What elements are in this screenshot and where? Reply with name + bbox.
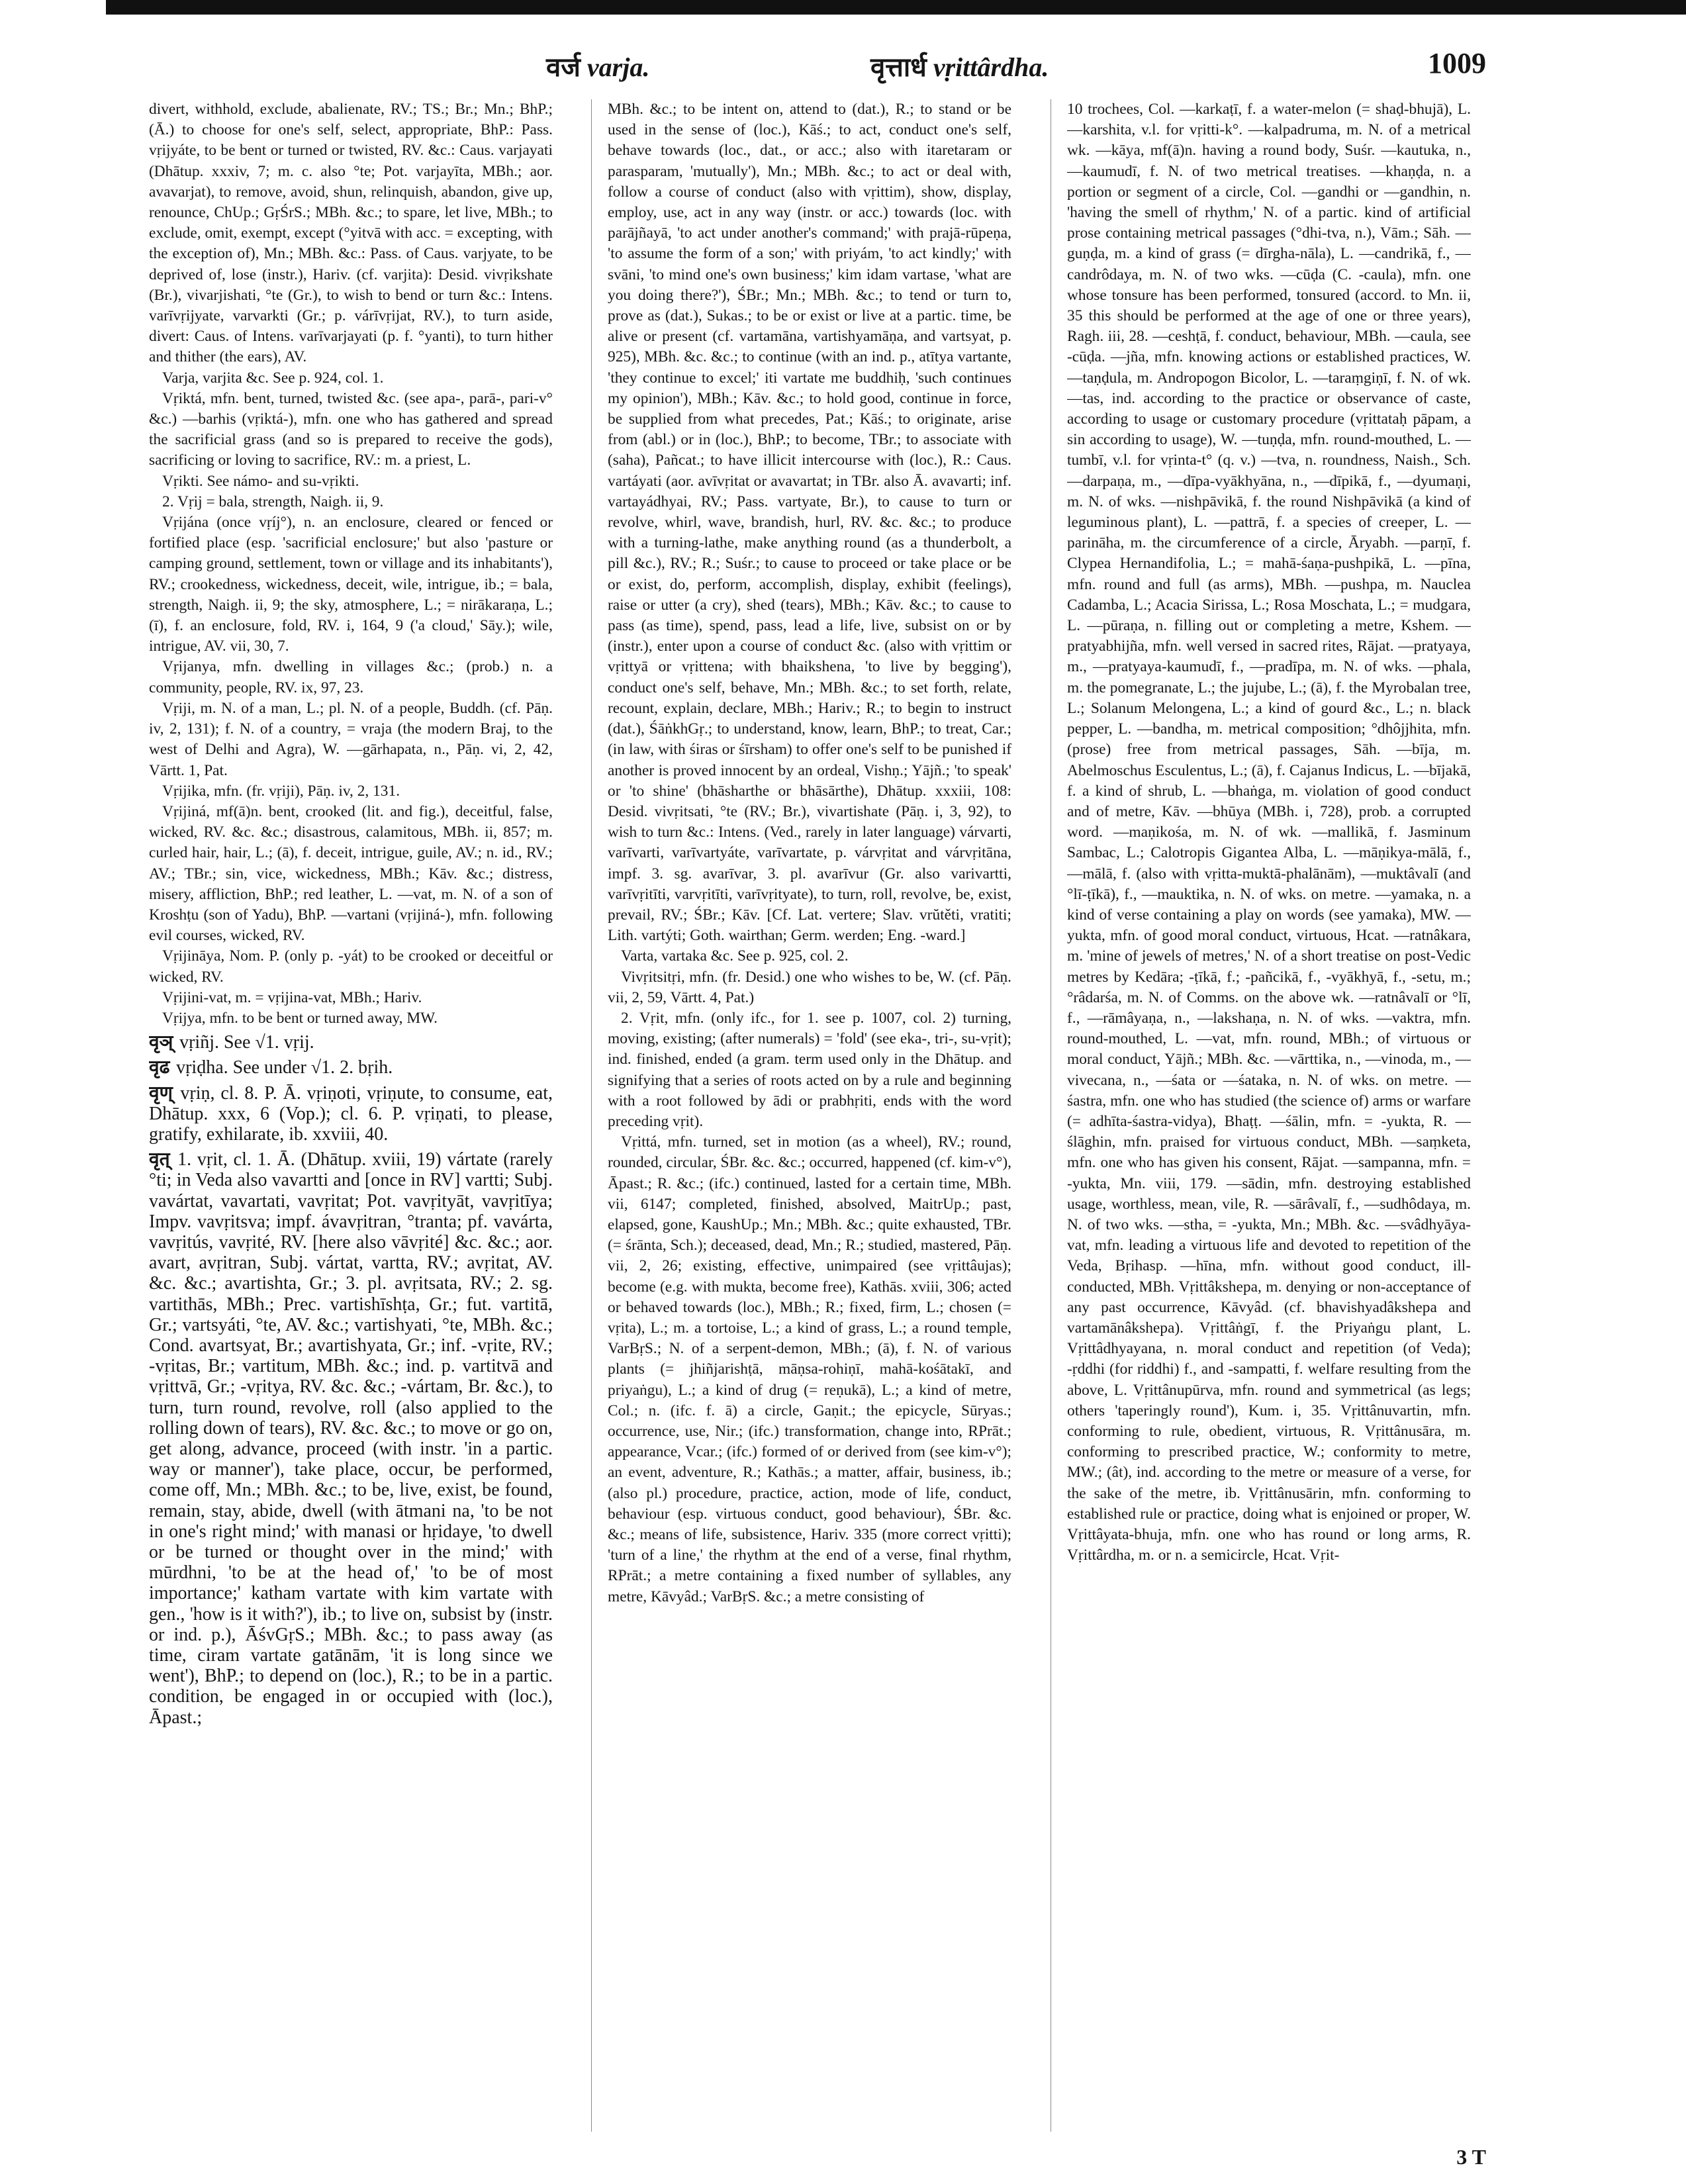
devanagari-headword: वृण् — [149, 1081, 181, 1104]
dictionary-entry: Vṛijanya, mfn. dwelling in villages &c.; (prob.) n. a community, people, RV. ix, 97, 23. — [149, 658, 553, 696]
dictionary-entry: Vṛijána (once vṛíj°), n. an enclosure, cleared or fenced or fortified place (esp. 'sacrificial enclosure;' but also 'pasture or camping ground, settlement, town or village and its inhabitants'), RV.; crookedness, wickedness, deceit, wile, intrigue, ib.; = bala, strength, Naigh. ii, 9; the sky, atmosphere, L.; = nirākaraṇa, L.; (ī), f. an enclosure, fold, RV. i, 164, 9 ('a cloud,' Sāy.); wile, intrigue, AV. vii, 30, 7. — [149, 514, 553, 655]
dictionary-entry: Vṛittá, mfn. turned, set in motion (as a wheel), RV.; round, rounded, circular, ŚBr. &c. &c.; occurred, happened (cf. kim-v°), Āpast.; R. &c.; (ifc.) continued, lasted for a certain time, MBh. vii, 6147; completed, finished, absolved, MaitrUp.; past, elapsed, gone, KaushUp.; Mn.; MBh. &c.; quite exhausted, TBr. (= śrānta, Sch.); deceased, dead, Mn.; R.; studied, mastered, Pāṇ. vii, 2, 26; existing, effective, unimpaired (see vṛittâujas); become (e.g. with mukta, become free), Kathās. xviii, 306; acted or behaved towards (loc.), MBh.; R.; fixed, firm, L.; chosen (= vṛita), L.; m. a tortoise, L.; a kind of grass, L.; a round temple, VarBṛS.; N. of a serpent-demon, MBh.; (ā), f. N. of various plants (= jhiñjarishṭā, māṇsa-rohiṇī, mahā-kośātakī, and priyaṅgu), L.; a kind of drug (= reṇukā), L.; a kind of metre, Col.; n. (ifc. f. ā) a circle, Gaṇit.; the epicycle, Sūryas.; occurrence, use, Nir.; (ifc.) transformation, change into, RPrāt.; appearance, Vcar.; (ifc.) formed of or derived from (see kim-v°); an event, adventure, R.; Kathās.; a matter, affair, business, ib.; (also pl.) procedure, practice, action, mode of life, conduct, behaviour (esp. virtuous conduct, good behaviour), ŚBr. &c. &c.; means of life, subsistence, Hariv. 335 (more correct vṛitti); 'turn of a line,' the rhythm at the end of a verse, final rhythm, RPrāt.; a metre containing a fixed number of syllables, any metre, Kāvyâd.; VarBṛS. &c.; a metre consisting of — [608, 1133, 1011, 1605]
dictionary-entry: 2. Vṛij = bala, strength, Naigh. ii, 9. — [162, 493, 384, 510]
dictionary-entry: वृत् 1. vṛit, cl. 1. Ā. (Dhātup. xviii, 19) vártate (rarely °ti; in Veda also vavartti and [once in RV] vartti; Subj. vavártat, vavartati, vavṛitat; Pot. vavṛityāt, vavṛitīya; Impv. vavṛitsva; impf. ávavṛitran, °tranta; pf. vavárta, vavṛitús, vavṛité, RV. [here also vāvṛité] &c. &c.; aor. avart, avṛitran, Subj. vártat, vartta, RV.; avṛitat, AV. &c. &c.; avartishta, Gr.; 3. pl. avṛitsata, RV.; 2. sg. vartithās, MBh.; Prec. vartishīshṭa, Gr.; fut. vartitā, Gr.; vartsyáti, °te, AV. &c.; vartishyati, °te, MBh. &c.; Cond. avartsyat, Br.; avartishyata, Gr.; inf. -vṛite, RV.; -vṛitas, Br.; vartitum, MBh. &c.; ind. p. vartitvā and vṛittvā, Gr.; -vṛitya, RV. &c. &c.; -vártam, Br. &c.), to turn, turn round, revolve, roll (also applied to the rolling down of tears), RV. &c. &c.; to move or go on, get along, advance, proceed (with instr. 'in a partic. way or manner'), take place, occur, be performed, come off, Mn.; MBh. &c.; to be, live, exist, be found, remain, stay, abide, dwell (with ātmani na, 'to be not in one's right mind;' with manasi or hṛidaye, 'to dwell or be turned or thought over in the mind;' with mūrdhni, 'to be at the head of,' 'to be of most importance;' katham vartate with kim vartate with gen., 'how is it with?'), ib.; to live on, subsist by (instr. or ind. p.), ĀśvGṛS.; MBh. &c.; to pass away (as time, ciram vartate gatānām, 'it is long since we went'), BhP.; to depend on (loc.), R.; to be in a partic. condition, be engaged in or occupied with (loc.), Āpast.; — [149, 1148, 553, 1728]
dictionary-entry: Vṛikti. See námo- and su-vṛikti. — [162, 472, 359, 490]
dictionary-entry: Varja, varjita &c. See p. 924, col. 1. — [162, 369, 384, 387]
column-3 — [1067, 99, 1471, 2132]
dictionary-entry: वृढ vṛiḍha. See under √1. 2. bṛih. — [149, 1056, 393, 1078]
column-1 — [149, 99, 553, 2132]
dictionary-entry: Vṛijiná, mf(ā)n. bent, crooked (lit. and fig.), deceitful, false, wicked, RV. &c. &c.; disastrous, calamitous, MBh. ii, 857; m. curled hair, hair, L.; (ā), f. deceit, intrigue, guile, AV.; n. id., RV.; AV.; TBr.; sin, vice, wickedness, MBh.; Kāv. &c.; distress, misery, affliction, BhP.; red leather, L. —vat, m. N. of a son of Kroshṭu (son of Yadu), BhP. —vartani (vṛijiná-), mfn. following evil courses, wicked, RV. — [149, 802, 553, 945]
top-border-bar — [106, 0, 1686, 15]
dictionary-entry: Vṛijika, mfn. (fr. vṛiji), Pāṇ. iv, 2, 131. — [162, 782, 400, 800]
dictionary-entry: Varta, vartaka &c. See p. 925, col. 2. — [621, 947, 849, 965]
dictionary-entry: Vṛijināya, Nom. P. (only p. -yát) to be crooked or deceitful or wicked, RV. — [149, 947, 553, 986]
signature-mark: 3 T — [1456, 2145, 1486, 2169]
dictionary-entry: 10 trochees, Col. —karkaṭī, f. a water-melon (= shaḍ-bhujā), L. —karshita, v.l. for vṛitti-k°. —kalpadruma, m. N. of a metrical wk. —kāya, mf(ā)n. having a round body, Suśr. —kautuka, n., —kaumudī, f. N. of two metrical treatises. —khaṇḍa, n. a portion or segment of a circle, Col. —gandhi or —gandhin, n. 'having the smell of rhythm,' N. of a partic. kind of artificial prose containing metrical passages (°dhi-tva, n.), Vām.; Sāh. —guṇḍa, m. a kind of grass (= dīrgha-nāla), L. —candrikā, f., —candrôdaya, m. N. of two wks. —cūḍa (C. -caula), mfn. one whose tonsure has been performed, tonsured (accord. to Mn. ii, 35 this should be performed at the age of one or three years), Ragh. iii, 28. —ceshṭā, f. conduct, behaviour, MBh. —caula, see -cūḍa. —jña, mfn. knowing actions or established practices, W. —taṇḍula, m. Andropogon Bicolor, L. —taraṃgiṇī, f. N. of wk. —tas, ind. according to the practice or observance of caste, according to usage or customary procedure (vṛittataḥ pāpam, a sin according to usage), W. —tuṇḍa, mfn. round-mouthed, L. —tumbī, v.l. for vṛinta-t° (q. v.) —tva, n. roundness, Naish., Sch. —darpaṇa, m., —dīpa-vyākhyāna, n., —dīpikā, f., —dyumaṇi, m. N. of wks. —nishpāvikā, f. the round Nishpāvikā (a kind of leguminous plant), L. —pattrā, f. a species of creeper, L. —parināha, m. the circumference of a circle, Āryabh. —parṇī, f. Clypea Hernandifolia, L.; = mahā-śaṇa-pushpikā, L. —pīna, mfn. round and full (as arms), MBh. —pushpa, m. Nauclea Cadamba, L.; Acacia Sirissa, L.; Rosa Moschata, L.; = mudgara, L. —pūraṇa, n. filling out or completing a metre, Kshem. —pratyabhijña, mfn. well versed in sacred rites, Rājat. —pratyaya, m., —pratyaya-kaumudī, f., —pradīpa, m. N. of wks. —phala, m. the pomegranate, L.; the jujube, L.; (ā), f. the Myrobalan tree, L.; Solanum Melongena, L.; a kind of gourd &c., L.; n. black pepper, L. —bandha, m. metrical composition; °dhôjjhita, mfn. (prose) free from metrical passages, Sāh. —bīja, m. Abelmoschus Esculentus, L.; (ā), f. Cajanus Indicus, L. —bījakā, f. a kind of shrub, L. —bhaṅga, m. violation of good conduct and of metre, Kāv. —bhūya (MBh. i, 728), prob. a corrupted word. —maṇikośa, m. N. of wk. —mallikā, f. Jasminum Sambac, L.; Calotropis Gigantea Alba, L. —māṇikya-mālā, f., —mālā, f. (also with vṛitta-muktā-phalānām), —muktâvalī (and °lī-ṭīkā), f., —mauktika, n. N. of wks. on metre. —yamaka, n. a kind of verse containing a play on words (see yamaka), MW. —yukta, mfn. of good moral conduct, virtuous, Hcat. —ratnâkara, m. 'mine of jewels of metres,' N. of a short treatise on post-Vedic metres by Kedāra; -ṭīkā, f.; -pañcikā, f., -vyākhyā, f., -setu, m.; °râdarśa, m. N. of Comms. on the above wk. —ratnâvalī or °lī, f., —rāmâyaṇa, n., —lakshaṇa, n. N. of wks. —vaktra, mfn. round-mouthed, L. —vat, mfn. round, MBh.; of virtuous or moral conduct, Yājñ.; MBh. &c. —vārttika, n., —vinoda, m., —vivecana, n., —śata or —śataka, n. N. of wks. on metre. —śastra, mfn. one who has studied (the science of) arms or warfare (= adhīta-śastra-vidya), Bhaṭṭ. —śālin, mfn. = -yukta, R. —ślāghin, mfn. praised for virtuous conduct, MBh. —saṃketa, mfn. one who has given his consent, Rājat. —sampanna, mfn. = -yukta, Mn. viii, 179. —sādin, mfn. destroying established usage, worthless, mean, vile, R. —sārâvalī, f., —sudhôdaya, m. N. of two wks. —stha, = -yukta, Mn.; MBh. &c. —svâdhyāya-vat, mfn. leading a virtuous life and devoted to repetition of the Veda, Bṛihasp. —hīna, mfn. without good conduct, ill-conducted, MBh. Vṛittâkshepa, m. denying or non-acceptance of any past occurrence, Kāvyâd. (cf. bhavishyadâkshepa and vartamānâkshepa). Vṛittâṅgī, f. the Priyaṅgu plant, L. Vṛittâdhyayana, n. moral conduct and repetition (of Veda); -ṛddhi (for riddhi) f., and -sampatti, f. welfare resulting from the above, L. Vṛittânupūrva, mfn. round and symmetrical (as legs; others 'taperingly round'), Kum. i, 35. Vṛittânuvartin, mfn. conforming to rule, obedient, virtuous, R. Vṛittânusāra, m. conforming to prescribed practice, W.; conformity to metre, MW.; (ât), ind. according to the metre or measure of a verse, for the sake of the metre, ib. Vṛittânusārin, mfn. conforming to established rule or practice, doing what is enjoined or proper, W. Vṛittâyata-bhuja, mfn. one who has round or long arms, R. Vṛittârdha, m. or n. a semicircle, Hcat. Vṛit- — [1067, 101, 1471, 1564]
left-head-roman: varja. — [586, 52, 650, 82]
dictionary-entry: 2. Vṛit, mfn. (only ifc., for 1. see p. 1007, col. 2) turning, moving, existing; (after numerals) = 'fold' (see eka-, tri-, su-vṛit); ind. finished, ended (a gram. term used only in the Dhātup. and signifying that a series of roots acted on by a rule and beginning with a root followed by ādi or prabhṛiti, ends with the word preceding vṛit). — [608, 1009, 1011, 1130]
center-head-devanagari: वृत्तार्ध — [870, 52, 927, 83]
left-head-devanagari: वर्ज — [546, 52, 581, 83]
devanagari-headword: वृञ् — [149, 1031, 180, 1053]
dictionary-entry: Vṛiji, m. N. of a man, L.; pl. N. of a people, Buddh. (cf. Pāṇ. iv, 2, 131); f. N. of a country, = vraja (the modern Braj, to the west of Delhi and Agra), W. —gārhapata, n., Pāṇ. vi, 2, 42, Vārtt. 1, Pat. — [149, 699, 553, 779]
center-running-head — [870, 48, 1049, 84]
dictionary-entry: Vṛijya, mfn. to be bent or turned away, MW. — [162, 1009, 438, 1027]
dictionary-entry: divert, withhold, exclude, abalienate, RV.; TS.; Br.; Mn.; BhP.; (Ā.) to choose for one's self, select, appropriate, BhP.: Pass. vṛijyáte, to be bent or turned or twisted, RV. &c.: Caus. varjayati (Dhātup. xxxiv, 7; m. c. also °te; Pot. varjayīta, MBh.; aor. avavarjat), to remove, avoid, shun, relinquish, abandon, give up, renounce, ChUp.; GṛŚrS.; MBh. &c.; to spare, let live, MBh.; to exclude, omit, exempt, except (°yitvā with acc. = excepting, with the exception of), Mn.; MBh. &c.: Pass. of Caus. varjyate, to be deprived of, lose (instr.), Hariv. (cf. varjita): Desid. vivṛikshate (Br.), vivarjishati, °te (Gr.), to wish to bend or turn &c.: Intens. varīvṛijyate, varvarkti (Gr.; p. várīvṛijat, RV.), to turn aside, divert: Caus. of Intens. varīvarjayati (p. f. °yanti), to turn hither and thither (the ears), AV. — [149, 101, 553, 366]
column-rule-1 — [591, 99, 592, 2132]
page-number: 1009 — [1428, 47, 1486, 79]
center-head-roman: vṛittârdha. — [933, 52, 1049, 82]
left-running-head — [546, 48, 649, 84]
dictionary-entry: Vivṛitsitṛi, mfn. (fr. Desid.) one who wishes to be, W. (cf. Pāṇ. vii, 2, 59, Vārtt. 4, Pat.) — [608, 968, 1011, 1006]
devanagari-headword: वृत् — [149, 1148, 178, 1170]
dictionary-entry: Vṛijini-vat, m. = vṛijina-vat, MBh.; Hariv. — [162, 988, 422, 1006]
dictionary-entry: Vṛiktá, mfn. bent, turned, twisted &c. (see apa-, parā-, pari-v° &c.) —barhis (vṛiktá-), mfn. one who has gathered and spread the sacrificial grass (and so is prepared to receive the gods), sacrificing or loving to sacrifice, RV.: m. a priest, L. — [149, 389, 553, 469]
column-2 — [608, 99, 1011, 2132]
dictionary-entry: वृण् vṛiṇ, cl. 8. P. Ā. vṛiṇoti, vṛiṇute, to consume, eat, Dhātup. xxx, 6 (Vop.); cl. 6. P. vṛiṇati, to please, gratify, exhilarate, ib. xxviii, 40. — [149, 1081, 553, 1145]
dictionary-entry: वृञ् vṛiñj. See √1. vṛij. — [149, 1031, 314, 1053]
dictionary-entry: MBh. &c.; to be intent on, attend to (dat.), R.; to stand or be used in the sense of (loc.), Kāś.; to act, conduct one's self, behave towards (loc., dat., or acc.; also with itaretaram or parasparam, 'mutually'), Mn.; MBh. &c.; to act or deal with, follow a course of conduct (also with vṛittim), show, display, employ, use, act in any way (instr. or acc.) towards (loc. with parājñayā, 'to act under another's command;' with prajā-rūpeṇa, 'to assume the form of a son;' with priyám, 'to act kindly;' with svāni, 'to mind one's own business;' kim idam vartase, 'what are you doing there?'), ŚBr.; Mn.; MBh. &c.; to tend or turn to, prove as (dat.), Sukas.; to be or exist or live at a partic. time, be alive or present (cf. vartamāna, vartishyamāṇa, and vartsyat, p. 925), MBh. &c. &c.; to continue (with an ind. p., atītya vartante, 'they continue to excel;' iti vartate me buddhiḥ, 'such continues my opinion'), MBh.; Kāv. &c.; to hold good, continue in force, be supplied from what precedes, Pat.; Kāś.; to originate, arise from (abl.) or in (loc.), BhP.; to become, TBr.; to associate with (saha), Pañcat.; to have illicit intercourse with (loc.), R.: Caus. vartáyati (aor. avīvṛitat or avavartat; in TBr. also Ā. avavarti; inf. vartayádhyai, RV.; Pass. vartyate, Br.), to cause to turn or revolve, whirl, wave, brandish, hurl, RV. &c. &c.; to produce with a turning-lathe, make anything round (as a thunderbolt, a pill &c.), RV.; R.; Suśr.; to cause to proceed or take place or be or exist, do, perform, accomplish, display, exhibit (feelings), raise or utter (a cry), shed (tears), MBh.; Kāv. &c.; to cause to pass (as time), spend, pass, lead a life, live, subsist on or by (instr.), enter upon a course of conduct &c. (also with vṛittim or vṛittyā or vṛittena; with bhaikshena, 'to live by begging'), conduct one's self, behave, Mn.; MBh. &c.; to set forth, relate, recount, explain, declare, MBh.; Hariv.; R.; to begin to instruct (dat.), ŚāṅkhGṛ.; to understand, know, learn, BhP.; to treat, Car.; (in law, with śiras or śīrsham) to offer one's self to be punished if another is proved innocent by an ordeal, Vishṇ.; Yājñ.; 'to speak' or 'to shine' (bhāsharthe or bhāsārthe), Dhātup. xxxiii, 108: Desid. vivṛitsati, °te (RV.; Br.), vivartishate (Pāṇ. i, 3, 92), to wish to turn &c.: Intens. (Ved., rarely in later language) várvarti, varīvarti, varīvartyáte, varīvartate, p. várvṛitat and várvṛitāna, impf. 3. sg. avarīvar, 3. pl. avarīvur (Gr. also varivartti, varīvṛitīti, varvṛitīti, varīvṛityate), to turn, roll, revolve, be, exist, prevail, RV.; ŚBr.; Kāv. [Cf. Lat. vertere; Slav. vrŭtěti, vratiti; Lith. vartýti; Goth. wairthan; Germ. werden; Eng. -ward.] — [608, 101, 1011, 945]
page-header — [149, 45, 1486, 85]
devanagari-headword: वृढ — [149, 1056, 177, 1078]
